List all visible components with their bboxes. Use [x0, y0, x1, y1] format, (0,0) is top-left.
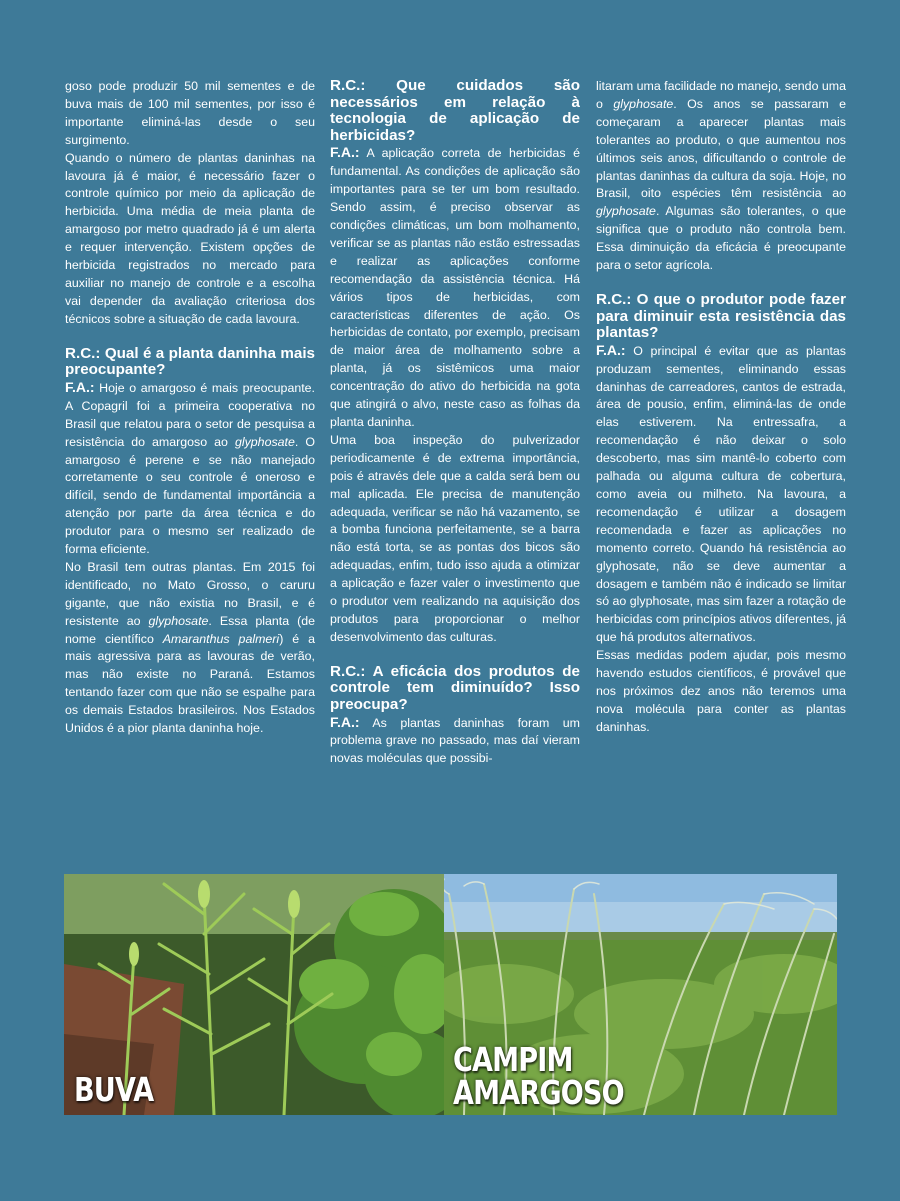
- answer-label: F.A.:: [330, 713, 360, 730]
- caption-line: CAMPIM: [453, 1040, 573, 1079]
- paragraph: No Brasil tem outras plantas. Em 2015 foi identificado, no Mato Grosso, o caruru gigante, que não existia no Brasil, e é resistente ao glyphosate. Essa planta (de nome científico Amaranthus palmeri) é a mais agressiva para as lavouras de verão, mas não existe no Paraná. Estamos tentando fazer com que não se espalhe para os demais Estados brasileiros. Nos Estados Unidos é a pior planta daninha hoje.: [65, 559, 316, 736]
- interview-question: R.C.: Qual é a planta daninha mais preocupante?: [65, 344, 315, 379]
- answer-label: F.A.:: [596, 341, 626, 358]
- paragraph: Uma boa inspeção do pulverizador periodicamente é de extrema importância, pois é através dele que a calda será bem ou mal aplicada. Ele precisa de manutenção adequada, verificar se não há vazamento, se a bomba funciona perfeitamente, se a barra não está torta, se as pontas dos bicos são adequadas, enfim, tudo isso ajuda a otimizar a aplicação e fazer valer o investimento que o produtor vem realizando na aquisição dos produtos para proporcionar o melhor desenvolvimento das culturas.: [330, 432, 580, 644]
- text-column-3: [596, 78, 846, 737]
- interview-answer: F.A.: Hoje o amargoso é mais preocupante. A Copagril foi a primeira cooperativa no Brasil que relatou para o setor de pesquisa a resistência do amargoso ao glyphosate. O amargoso é perene e se não manejado corretamente o seu controle é oneroso e difícil, sendo de fundamental importância a atenção por parte da área técnica e do produtor para o mesmo ser realizado de forma eficiente.: [65, 378, 315, 557]
- answer-label: F.A.:: [330, 144, 360, 161]
- interview-answer: F.A.: O principal é evitar que as plantas produzam sementes, eliminando essas daninhas de carreadores, cantos de estrada, área de pousio, enfim, eliminá-las de onde elas estiverem. Na entressafra, a recomendação é não deixar o solo descoberto, mas sim mantê-lo coberto com palhada ou alguma cultura de cobertura, como aveia ou milheto. Na lavoura, a recomendação é utilizar a dosagem recomendada e fazer as aplicações no momento correto. Quando há resistência ao glyphosate, não se deve aumentar a dosagem e também não é indicado se limitar só ao glyphosate, mas sim fazer a rotação de herbicidas com princípios ativos diferentes, já que há produtos alternativos.: [596, 341, 847, 645]
- paragraph: Essas medidas podem ajudar, pois mesmo havendo estudos científicos, é provável que nos próximos dez anos não teremos uma nova molécula para conter as plantas daninhas.: [596, 648, 846, 734]
- photo-capim-amargoso: [444, 874, 837, 1115]
- interview-answer: F.A.: As plantas daninhas foram um problema grave no passado, mas daí vieram novas moléculas que possibi-: [330, 713, 580, 766]
- text-column-2: [330, 78, 580, 768]
- photo-caption-capim-amargoso: [453, 1040, 624, 1112]
- photo-buva: [64, 874, 444, 1115]
- answer-label: F.A.:: [65, 378, 95, 395]
- paragraph: Quando o número de plantas daninhas na lavoura já é maior, é necessário fazer o controle químico por meio da aplicação de herbicida. Uma média de meia planta de amargoso por metro quadrado já é um alerta e requer intervenção. Existem opções de herbicida registrados no mercado para auxiliar no manejo de controle e a escolha vai depender da avaliação criteriosa dos técnicos sobre a situação de cada lavoura.: [65, 150, 315, 326]
- paragraph: litaram uma facilidade no manejo, sendo uma o glyphosate. Os anos se passaram e começaram a aparecer plantas mais tolerantes ao produto, o que aumentou nos últimos seis anos, dificultando o controle de plantas daninhas da cultura da soja. Hoje, no Brasil, oito espécies têm resistência ao glyphosate. Algumas são tolerantes, o que significa que o produto não controla bem. Essa diminuição da eficácia é preocupante para o setor agrícola.: [596, 79, 847, 273]
- text-column-1: [65, 78, 315, 738]
- caption-line: AMARGOSO: [453, 1073, 624, 1112]
- photo-caption-buva: BUVA: [74, 1070, 154, 1109]
- interview-question: R.C.: A eficácia dos produtos de controle tem diminuído? Isso preocupa?: [330, 662, 580, 713]
- paragraph: goso pode produzir 50 mil sementes e de buva mais de 100 mil sementes, por isso é importante eliminá-las desde o seu surgimento.: [65, 79, 315, 147]
- photo-strip: [64, 874, 837, 1115]
- interview-question: R.C.: Que cuidados são necessários em relação à tecnologia de aplicação de herbicidas?: [330, 77, 580, 144]
- interview-answer: F.A.: A aplicação correta de herbicidas é fundamental. As condições de aplicação são importantes para se ter um bom resultado. Sendo assim, é preciso observar as condições climáticas, um bom molhamento, verificar se as plantas não estão estressadas e realizar as aplicações conforme recomendação da assistência técnica. Há vários tipos de herbicidas, com características diferentes de ação. Os herbicidas de contato, por exemplo, precisam de maior área de molhamento sobre a planta, já os sistêmicos uma maior concentração do ativo do herbicida na gota que atingirá o alvo, neste caso as folhas da planta daninha.: [330, 144, 581, 429]
- interview-question: R.C.: O que o produtor pode fazer para diminuir esta resistência das plantas?: [596, 290, 846, 342]
